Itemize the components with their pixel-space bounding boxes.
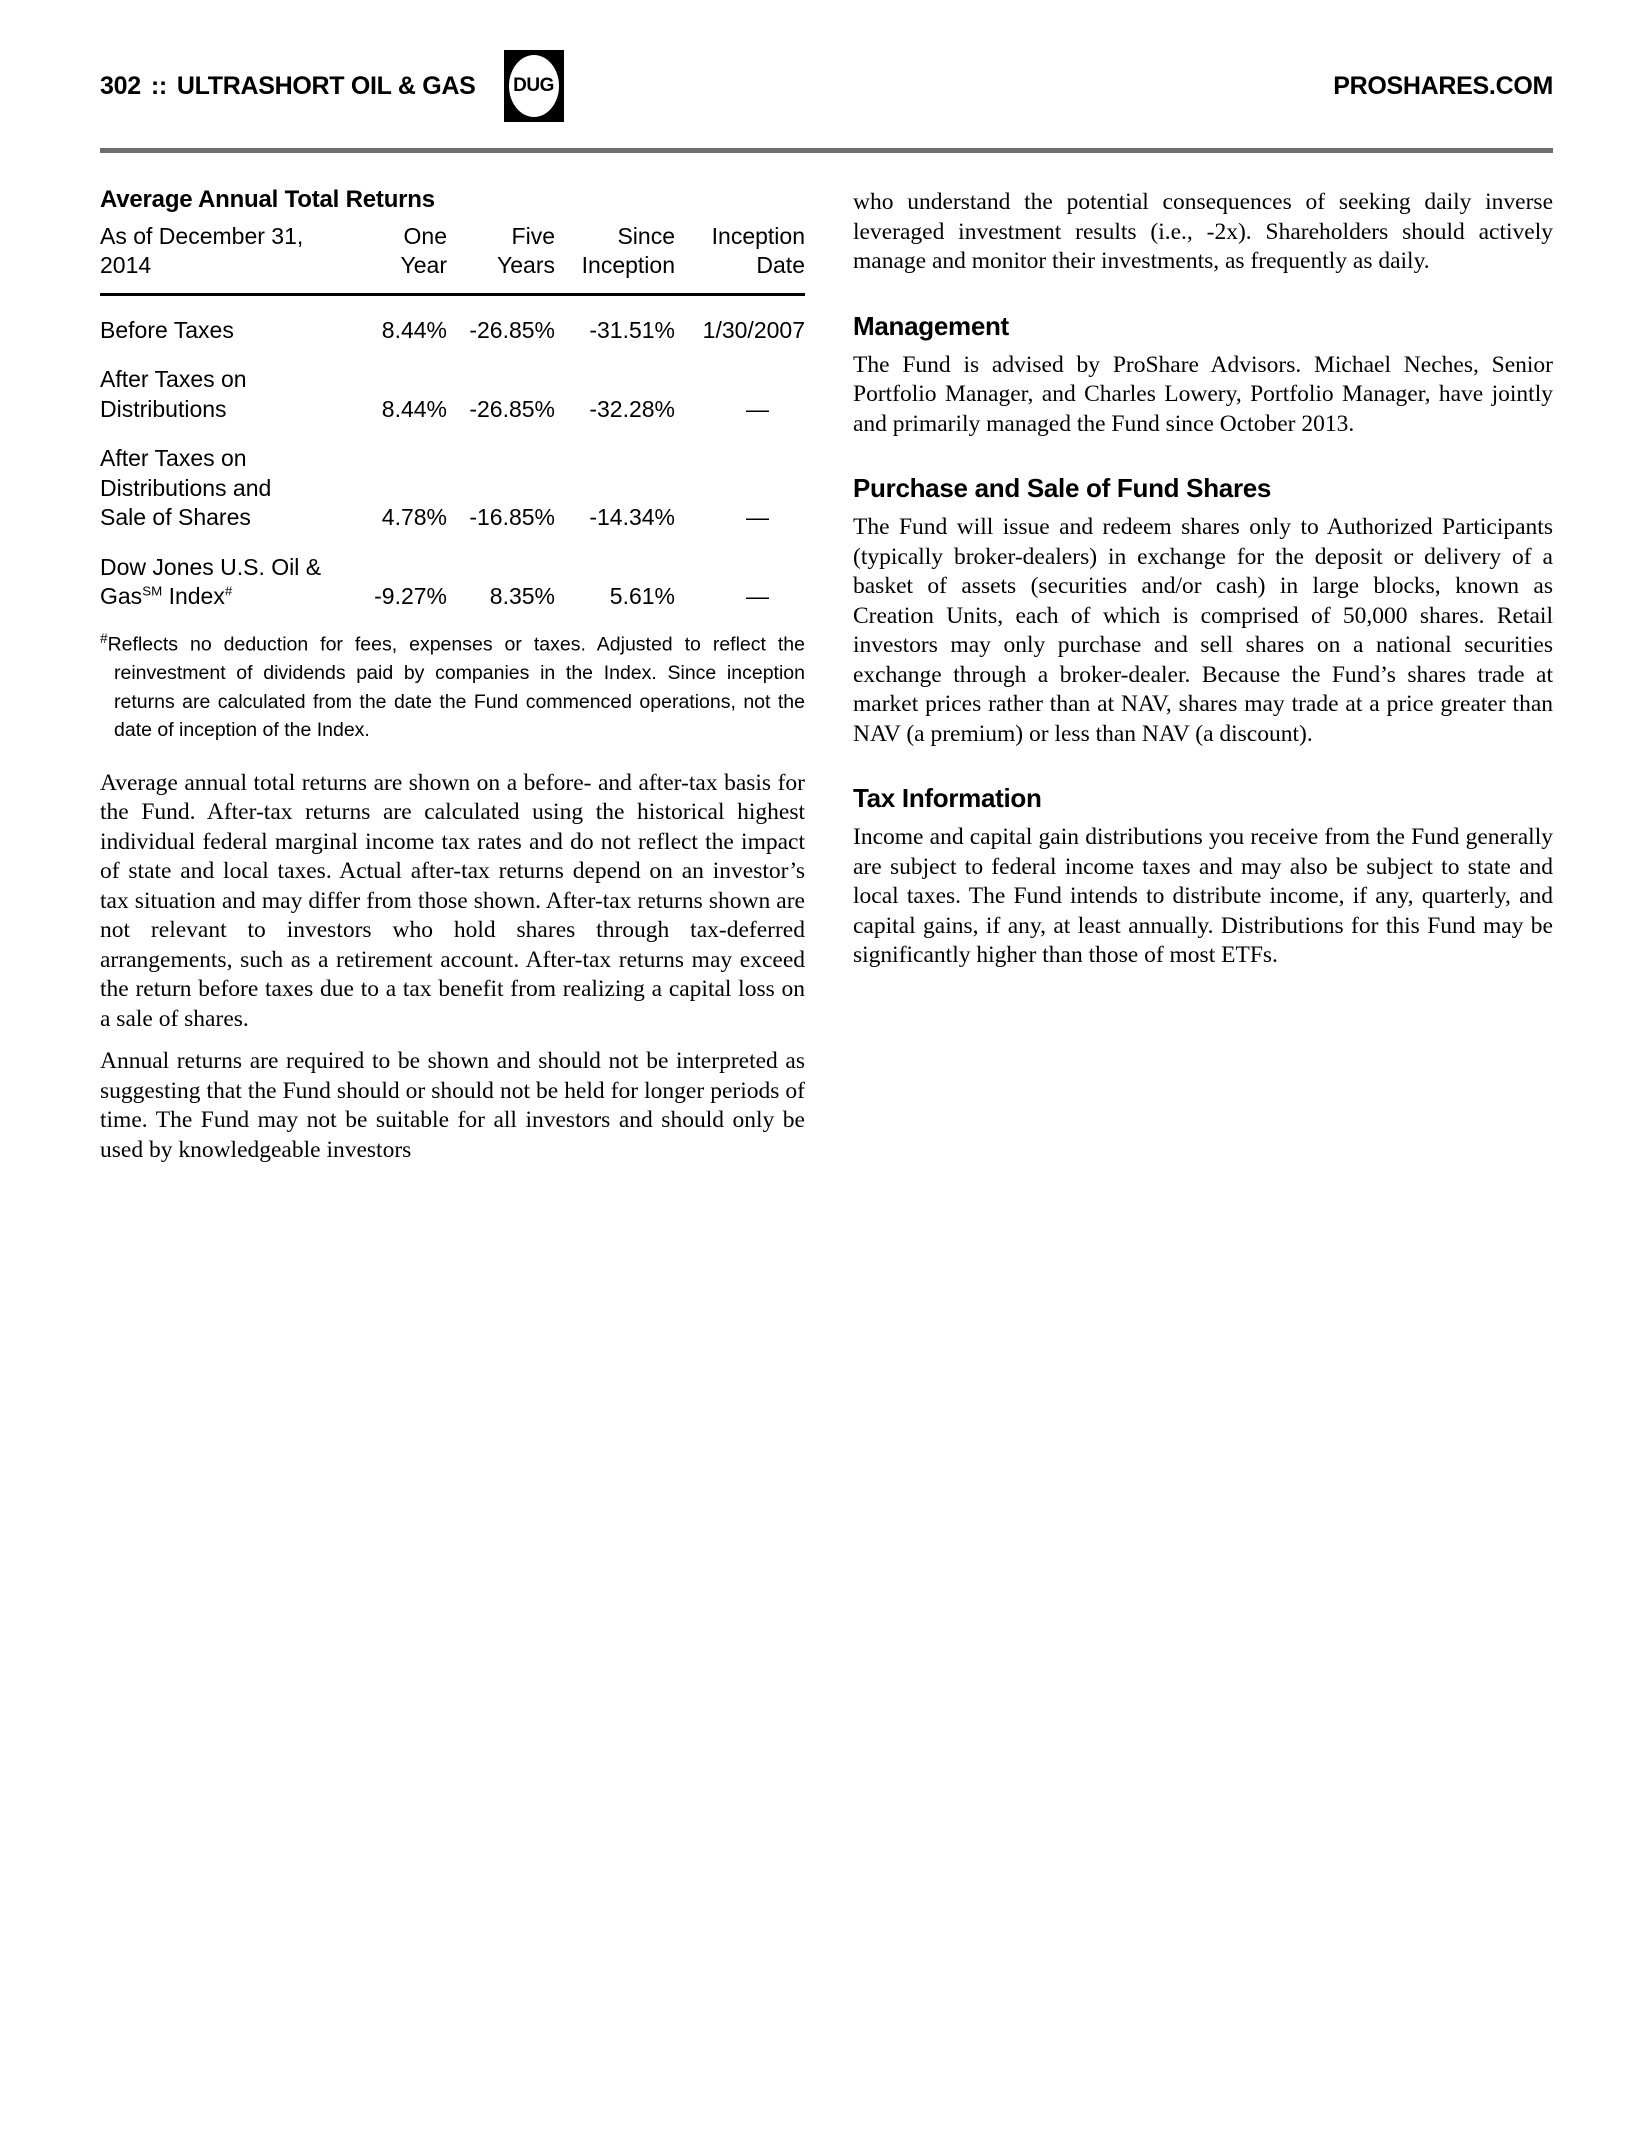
table-header-row (100, 222, 805, 294)
footnote-marker: # (100, 631, 108, 647)
value-since-inception: 5.61% (609, 582, 675, 609)
table-row (100, 533, 805, 612)
value-since-inception: -14.34% (589, 504, 675, 531)
table-footnote (100, 629, 805, 744)
value-since-inception: -32.28% (589, 395, 675, 422)
header-cell-since-inception: Since Inception (555, 222, 675, 294)
value-one-year: 8.44% (381, 316, 447, 343)
value-one-year: -9.27% (374, 582, 447, 609)
paragraph-annual-returns: Annual returns are required to be shown and should not be interpreted as suggesting that the Fund should or should not be held for longer periods of time. The Fund may not be suitable for all investors and should only be used by knowledgeable investors (100, 1048, 805, 1163)
value-inception-date: 1/30/2007 (702, 316, 805, 343)
returns-table (100, 222, 805, 611)
paragraph-continuation: who understand the potential consequences of seeking daily inverse leveraged investment results (i.e., -2x). Shareholders should actively manage and monitor their investments, as frequently as daily. (853, 189, 1553, 274)
row-label: After Taxes on Distributions and Sale of Shares (100, 445, 272, 531)
footnote-text: Reflects no deduction for fees, expenses or taxes. Adjusted to reflect the reinvestment of dividends paid by companies in the Index. Since inception returns are calculated from the date the Fund commenced operations, not the date of inception of the Index. (107, 633, 805, 742)
paragraph-after-tax-returns: Average annual total returns are shown on a before- and after-tax basis for the Fund. After-tax returns are calculated using the historical highest individual federal marginal income tax rates and do not reflect the impact of state and local taxes. Actual after-tax returns depend on an investor’s tax situation and may differ from those shown. After-tax returns shown are not relevant to investors who hold shares through tax-deferred arrangements, such as a retirement account. After-tax returns may exceed the return before taxes due to a tax benefit from realizing a capital loss on a sale of shares. (100, 769, 805, 1032)
header-cell-one-year: One Year (352, 222, 447, 294)
paragraph-management: The Fund is advised by ProShare Advisors. Michael Neches, Senior Portfolio Manager, and Charles Lowery, Portfolio Manager, have jointly and primarily managed the Fund since October 2013. (853, 351, 1553, 437)
page-header-separator: :: (150, 71, 167, 100)
page-number: 302 (100, 71, 141, 100)
value-five-years: 8.35% (489, 582, 555, 609)
footnote-reference-superscript: # (224, 583, 233, 599)
header-cell-as-of: As of December 31, 2014 (100, 222, 352, 294)
value-inception-date: — (746, 582, 769, 609)
value-one-year: 4.78% (381, 504, 447, 531)
page-header (100, 50, 1553, 122)
value-inception-date: — (746, 395, 769, 422)
ticker-label: DUG (509, 55, 559, 117)
value-five-years: -26.85% (469, 316, 555, 343)
page-content (100, 186, 1553, 1178)
row-label: Before Taxes (100, 316, 234, 343)
paragraph-purchase-and-sale: The Fund will issue and redeem shares only to Authorized Participants (typically broker-dealers) in exchange for the deposit or delivery of a basket of assets (securities and/or cash) in large blocks, known as Creation Units, each of which is comprised of 50,000 shares. Retail investors may only purchase and sell shares on a national securities exchange through a broker-dealer. Because the Fund’s shares trade at market prices rather than at NAV, shares may trade at a price greater than NAV (a premium) or less than NAV (a discount). (853, 514, 1553, 747)
heading-purchase-and-sale: Purchase and Sale of Fund Shares (853, 473, 1272, 503)
paragraph-tax-information: Income and capital gain distributions you receive from the Fund generally are subject to federal income taxes and may also be subject to state and local taxes. The Fund intends to distribute income, if any, quarterly, and capital gains, if any, at least annually. Distributions for this Fund may be significantly higher than those of most ETFs. (853, 824, 1553, 968)
value-five-years: -26.85% (469, 395, 555, 422)
ticker-logo (504, 50, 564, 122)
table-row (100, 345, 805, 424)
fund-name: ULTRASHORT OIL & GAS (176, 71, 476, 100)
left-column (100, 186, 805, 1178)
returns-table-header (100, 222, 805, 294)
table-row (100, 294, 805, 345)
value-inception-date: — (746, 504, 769, 531)
row-label: After Taxes on Distributions (100, 366, 247, 422)
website-label: PROSHARES.COM (1333, 71, 1553, 100)
row-label: Dow Jones U.S. Oil & Gas℠ Index# (100, 553, 322, 609)
value-since-inception: -31.51% (589, 316, 675, 343)
header-divider-rule (100, 148, 1553, 153)
returns-table-title: Average Annual Total Returns (100, 186, 435, 213)
service-mark-superscript: SM (142, 583, 163, 599)
right-column (853, 186, 1553, 1178)
page-header-left (100, 50, 564, 122)
table-row (100, 424, 805, 532)
header-cell-five-years: Five Years (447, 222, 555, 294)
header-cell-inception-date: Inception Date (675, 222, 805, 294)
heading-management: Management (853, 310, 1009, 341)
value-one-year: 8.44% (381, 395, 447, 422)
value-five-years: -16.85% (469, 504, 555, 531)
heading-tax-information: Tax Information (853, 783, 1042, 813)
